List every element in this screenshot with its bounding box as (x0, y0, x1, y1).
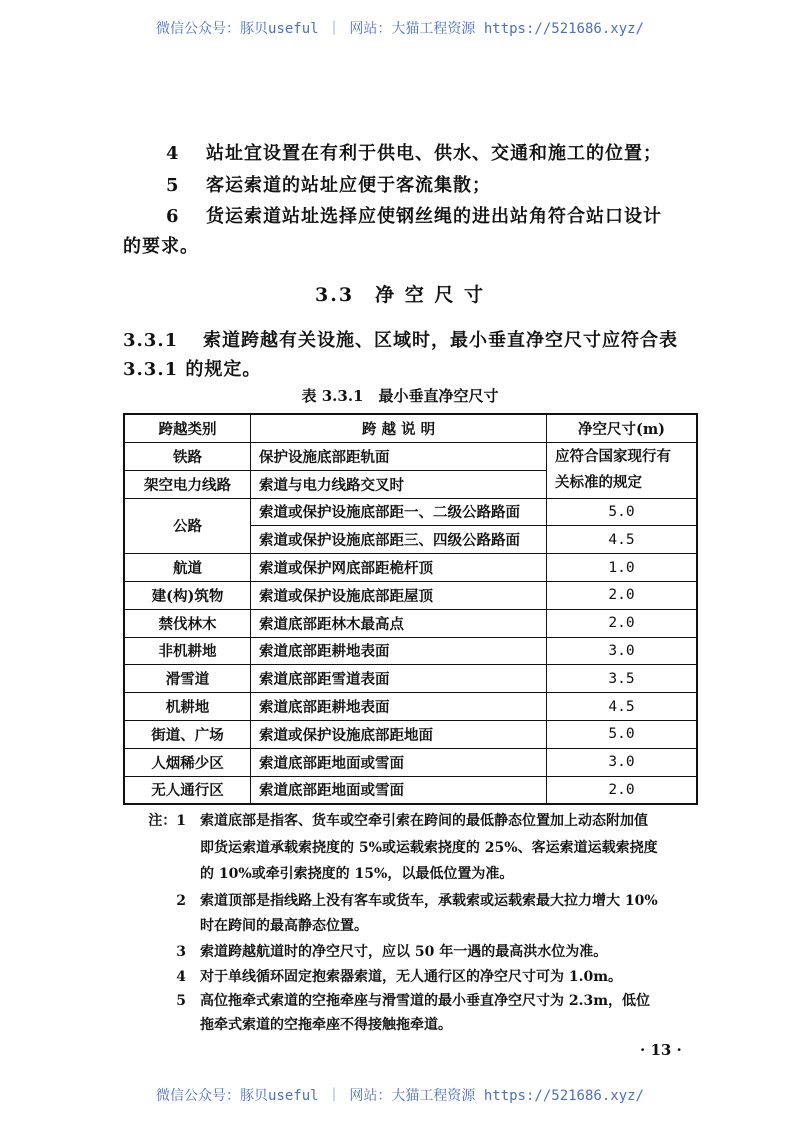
cell-description: 索道或保护设施底部距屋顶 (251, 581, 547, 609)
item-6-cont: 的要求。 (123, 236, 199, 257)
item-5 (166, 171, 491, 197)
cell-category: 非机耕地 (124, 637, 251, 665)
clearance-table (123, 413, 698, 805)
clause-cont: 3.3.1 的规定。 (123, 359, 262, 380)
table-header-row (124, 414, 697, 443)
note-label: 2 (176, 893, 186, 909)
header-description: 跨 越 说 明 (251, 414, 547, 443)
cell-category: 铁路 (124, 443, 251, 471)
header-category: 跨越类别 (124, 414, 251, 443)
note-text: 索道顶部是指线路上没有客车或货车，承载索或运载索最大拉力增大 10% (200, 893, 658, 909)
cell-clearance: 3.0 (547, 637, 698, 665)
cell-clearance: 3.5 (547, 665, 698, 693)
clause-text: 索道跨越有关设施、区域时，最小垂直净空尺寸应符合表 (203, 330, 678, 351)
table-row (124, 581, 697, 609)
cell-clearance-merged (547, 443, 698, 499)
cell-description: 保护设施底部距轨面 (251, 443, 547, 471)
section-title: 净 空 尺 寸 (375, 284, 485, 306)
watermark-top: 微信公众号：豚贝useful ｜ 网站：大猫工程资源 https://521686.xyz/ (155, 21, 644, 37)
section-heading (0, 280, 800, 307)
cell-description: 索道与电力线路交叉时 (251, 470, 547, 498)
merged-line: 应符合国家现行有 (555, 448, 671, 466)
cell-clearance: 2.0 (547, 776, 698, 804)
note-label: 3 (176, 944, 186, 960)
item-4 (166, 139, 662, 165)
note-text: 高位拖牵式索道的空拖牵座与滑雪道的最小垂直净空尺寸为 2.3m，低位 (200, 993, 651, 1009)
cell-clearance: 3.0 (547, 748, 698, 776)
table-row (124, 693, 697, 721)
cell-description: 索道或保护设施底部距地面 (251, 720, 547, 748)
table-row (124, 554, 697, 582)
cell-clearance: 1.0 (547, 554, 698, 582)
note-text: 的 10%或牵引索挠度的 15%，以最低位置为准。 (200, 866, 514, 882)
note-label: 5 (176, 993, 186, 1009)
note-line (150, 966, 622, 986)
note-text: 对于单线循环固定抱索器索道，无人通行区的净空尺寸可为 1.0m。 (200, 969, 623, 985)
item-text: 站址宜设置在有利于供电、供水、交通和施工的位置； (206, 143, 662, 164)
cell-category: 街道、广场 (124, 720, 251, 748)
cell-clearance: 5.0 (547, 720, 698, 748)
note-text: 时在跨间的最高静态位置。 (200, 918, 368, 934)
table-row (124, 637, 697, 665)
note-line (150, 837, 658, 857)
table-row (124, 443, 697, 471)
cell-category: 航道 (124, 554, 251, 582)
note-label: 4 (176, 969, 186, 985)
note-text: 拖牵式索道的空拖牵座不得接触拖牵道。 (200, 1017, 452, 1033)
note-line (122, 810, 648, 830)
table-row (124, 498, 697, 526)
table-row (124, 776, 697, 804)
table-row (124, 720, 697, 748)
table-caption: 表 3.3.1 最小垂直净空尺寸 (301, 387, 499, 405)
item-number: 4 (166, 143, 180, 164)
cell-category: 禁伐林木 (124, 609, 251, 637)
table-row (124, 665, 697, 693)
cell-category: 架空电力线路 (124, 470, 251, 498)
cell-description: 索道或保护网底部距桅杆顶 (251, 554, 547, 582)
item-text: 货运索道站址选择应使钢丝绳的进出站角符合站口设计 (206, 206, 662, 227)
cell-category: 滑雪道 (124, 665, 251, 693)
cell-clearance: 5.0 (547, 498, 698, 526)
clause-number: 3.3.1 (123, 330, 179, 351)
section-number: 3.3 (315, 284, 355, 306)
note-line (150, 1014, 452, 1034)
note-label: 注：1 (148, 813, 186, 829)
note-line (150, 941, 607, 961)
note-line (150, 890, 658, 910)
watermark-bottom: 微信公众号：豚贝useful ｜ 网站：大猫工程资源 https://521686.xyz/ (155, 1088, 644, 1104)
cell-description: 索道底部距地面或雪面 (251, 776, 547, 804)
item-number: 6 (166, 206, 180, 227)
clause-3-3-1 (123, 326, 678, 352)
item-number: 5 (166, 175, 180, 196)
cell-description: 索道底部距耕地表面 (251, 693, 547, 721)
merged-line: 关标准的规定 (555, 474, 642, 492)
note-text: 索道跨越航道时的净空尺寸，应以 50 年一遇的最高洪水位为准。 (200, 944, 608, 960)
note-line (150, 863, 513, 883)
cell-category: 无人通行区 (124, 776, 251, 804)
cell-category: 公路 (124, 498, 251, 554)
cell-category: 机耕地 (124, 693, 251, 721)
cell-description: 索道底部距雪道表面 (251, 665, 547, 693)
cell-description: 索道底部距林木最高点 (251, 609, 547, 637)
header-clearance: 净空尺寸(m) (547, 414, 698, 443)
cell-description: 索道底部距地面或雪面 (251, 748, 547, 776)
table-row (124, 748, 697, 776)
cell-description: 索道或保护设施底部距三、四级公路路面 (251, 526, 547, 554)
cell-clearance: 4.5 (547, 526, 698, 554)
note-text: 索道底部是指客、货车或空牵引索在跨间的最低静态位置加上动态附加值 (200, 813, 648, 829)
note-line (150, 990, 650, 1010)
cell-clearance: 2.0 (547, 581, 698, 609)
cell-description: 索道或保护设施底部距一、二级公路路面 (251, 498, 547, 526)
cell-clearance: 2.0 (547, 609, 698, 637)
note-line (150, 915, 368, 935)
item-text: 客运索道的站址应便于客流集散； (206, 175, 491, 196)
cell-description: 索道底部距耕地表面 (251, 637, 547, 665)
page-number: · 13 · (640, 1041, 682, 1059)
cell-clearance: 4.5 (547, 693, 698, 721)
item-6 (166, 202, 662, 228)
cell-category: 人烟稀少区 (124, 748, 251, 776)
table-row (124, 609, 697, 637)
cell-category: 建(构)筑物 (124, 581, 251, 609)
note-text: 即货运索道承载索挠度的 5%或运载索挠度的 25%、客运索道运载索挠度 (200, 840, 658, 856)
